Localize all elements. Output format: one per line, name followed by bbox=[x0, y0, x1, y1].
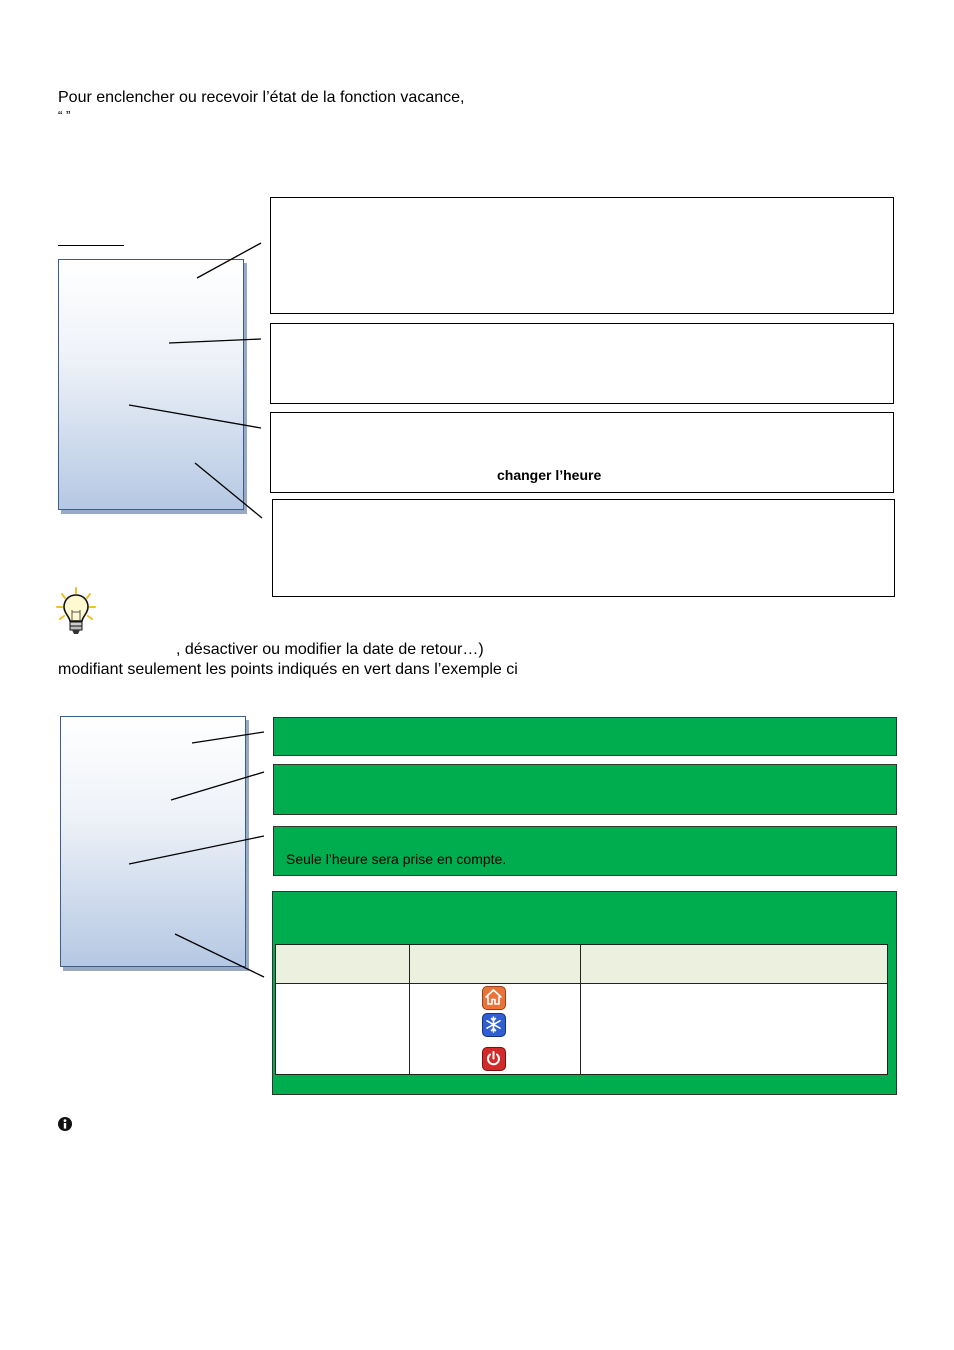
power-icon bbox=[482, 1047, 506, 1071]
house-icon bbox=[482, 986, 506, 1010]
mode-table bbox=[275, 944, 888, 1075]
mode-table-cell-1 bbox=[276, 984, 410, 1075]
green-box-2 bbox=[273, 764, 897, 815]
mode-table-cell-3 bbox=[581, 984, 888, 1075]
tip-line-1: , désactiver ou modifier la date de retour…) bbox=[176, 641, 484, 658]
mode-table-row bbox=[276, 984, 888, 1075]
mode-table-header-cell-2 bbox=[410, 945, 581, 984]
sms-panel-example-2 bbox=[60, 716, 246, 967]
intro-line-2: “ ” bbox=[58, 108, 71, 123]
callout-box-2 bbox=[270, 323, 894, 404]
callout-box-1 bbox=[270, 197, 894, 314]
intro-line-1: Pour enclencher ou recevoir l’état de la fonction vacance, bbox=[58, 89, 465, 106]
green-box-3-text: Seule l’heure sera prise en compte. bbox=[286, 851, 507, 867]
mode-table-header-cell-3 bbox=[581, 945, 888, 984]
info-icon bbox=[57, 1116, 73, 1132]
callout-box-4 bbox=[272, 499, 895, 597]
mode-table-cell-2 bbox=[410, 984, 581, 1075]
underline-rule bbox=[58, 245, 124, 246]
green-box-3 bbox=[273, 826, 897, 876]
snowflake-icon bbox=[482, 1013, 506, 1037]
tip-line-2: modifiant seulement les points indiqués en vert dans l’exemple ci bbox=[58, 661, 518, 678]
green-box-1 bbox=[273, 717, 897, 756]
mode-table-header-cell-1 bbox=[276, 945, 410, 984]
mode-table-header-row bbox=[276, 945, 888, 984]
callout-box-3-text: changer l’heure bbox=[497, 467, 602, 483]
lightbulb-icon bbox=[56, 586, 96, 638]
sms-panel-example-1 bbox=[58, 259, 244, 510]
callout-box-3 bbox=[270, 412, 894, 493]
